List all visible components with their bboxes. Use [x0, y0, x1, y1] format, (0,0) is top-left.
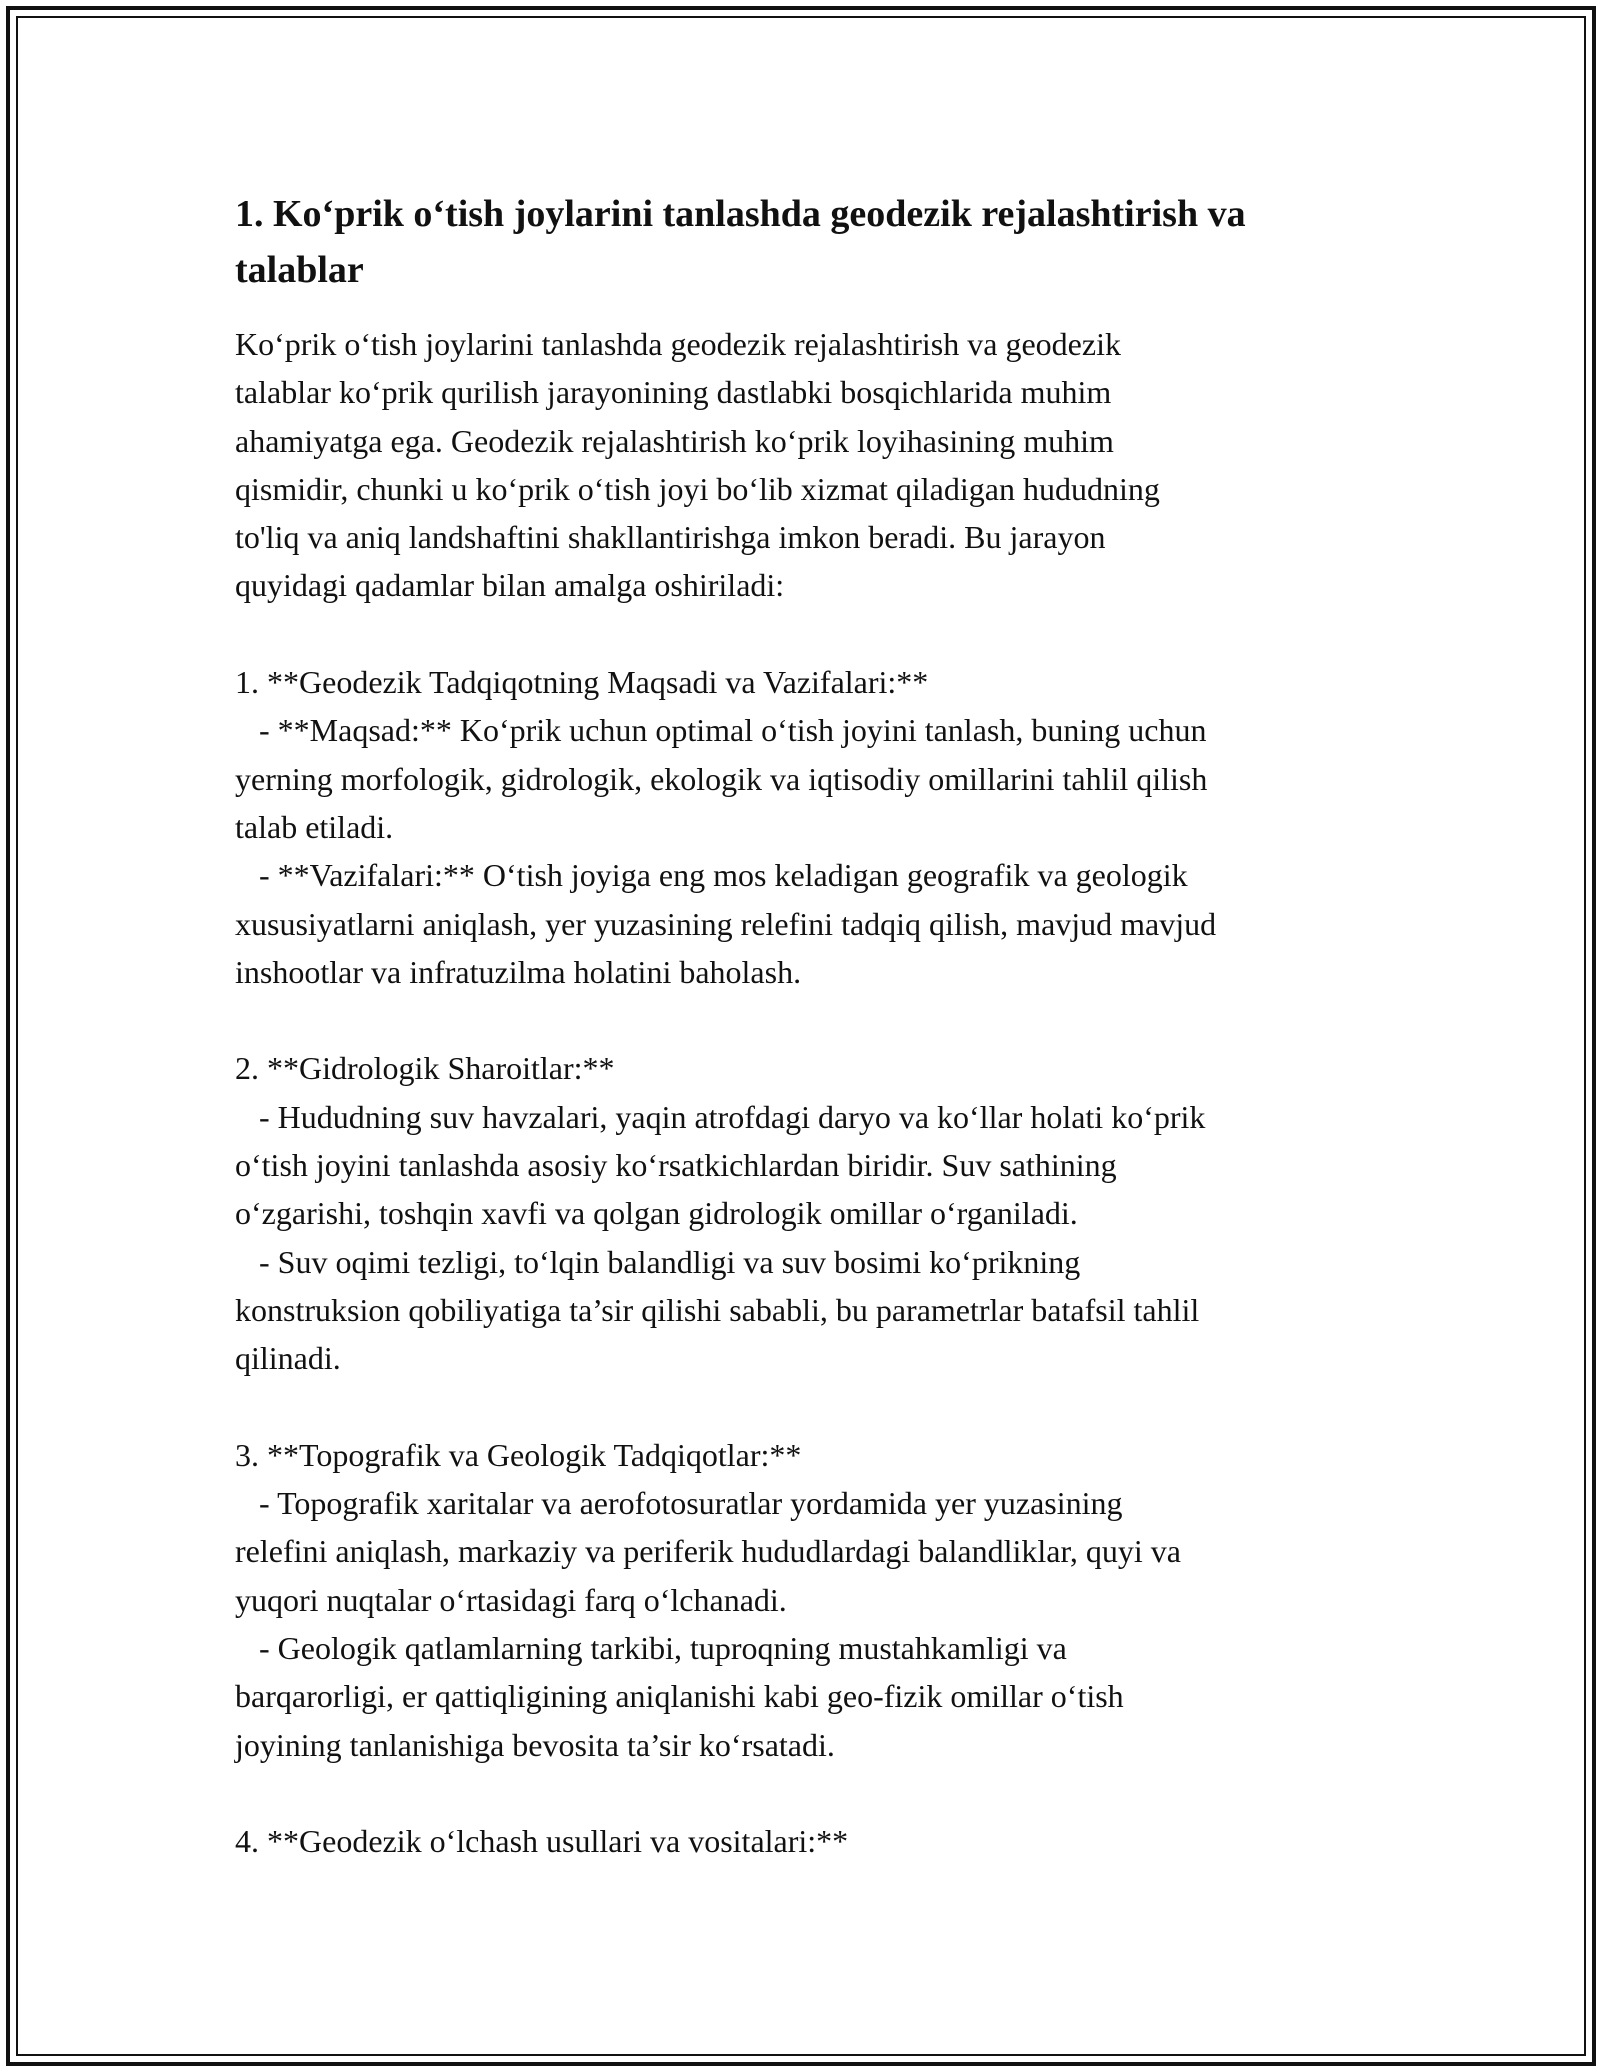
document-title: 1. Ko‘prik o‘tish joylarini tanlashda geodezik rejalashtirish va talablar: [235, 193, 1246, 291]
document-body: Ko‘prik o‘tish joylarini tanlashda geodezik rejalashtirish va geodezik talablar ko‘prik qurilish jarayonining dastlabki bosqichlarida muhim ahamiyatga ega. Geodezik rejalashtirish ko‘prik loyihasining muhim qismidir, chunki u ko‘prik o‘tish joyi bo‘lib xizmat qiladigan hududning to'liq va aniq landshaftini shakllantirishga imkon beradi. Bu jarayon quyidagi qadamlar bilan amalga oshiriladi: 1. **Geodezik Tadqiqotning Maqsadi va Vazifalari:** - **Maqsad:** Ko‘prik uchun optimal o‘tish joyini tanlash, buning uchun yerning morfologik, gidrologik, ekologik va iqtisodiy omillarini tahlil qilish talab etiladi. - **Vazifalari:** O‘tish joyiga eng mos keladigan geografik va geologik xususiyatlarni aniqlash, yer yuzasining relefini tadqiq qilish, mavjud mavjud inshootlar va infratuzilma holatini baholash. 2. **Gidrologik Sharoitlar:** - Hududning suv havzalari, yaqin atrofdagi daryo va ko‘llar holati ko‘prik o‘tish joyini tanlashda asosiy ko‘rsatkichlardan biridir. Suv sathining o‘zgarishi, toshqin xavfi va qolgan gidrologik omillar o‘rganiladi. - Suv oqimi tezligi, to‘lqin balandligi va suv bosimi ko‘prikning konstruksion qobiliyatiga ta’sir qilishi sababli, bu parametrlar batafsil tahlil qilinadi. 3. **Topografik va Geologik Tadqiqotlar:** - Topografik xaritalar va aerofotosuratlar yordamida yer yuzasining relefini aniqlash, markaziy va periferik hududlardagi balandliklar, quyi va yuqori nuqtalar o‘rtasidagi farq o‘lchanadi. - Geologik qatlamlarning tarkibi, tuproqning mustahkamligi va barqarorligi, er qattiqligining aniqlanishi kabi geo-fizik omillar o‘tish joyining tanlanishiga bevosita ta’sir ko‘rsatadi. 4. **Geodezik o‘lchash usullari va vositalari:**: [235, 326, 1217, 1860]
document-content: [235, 186, 1375, 1866]
